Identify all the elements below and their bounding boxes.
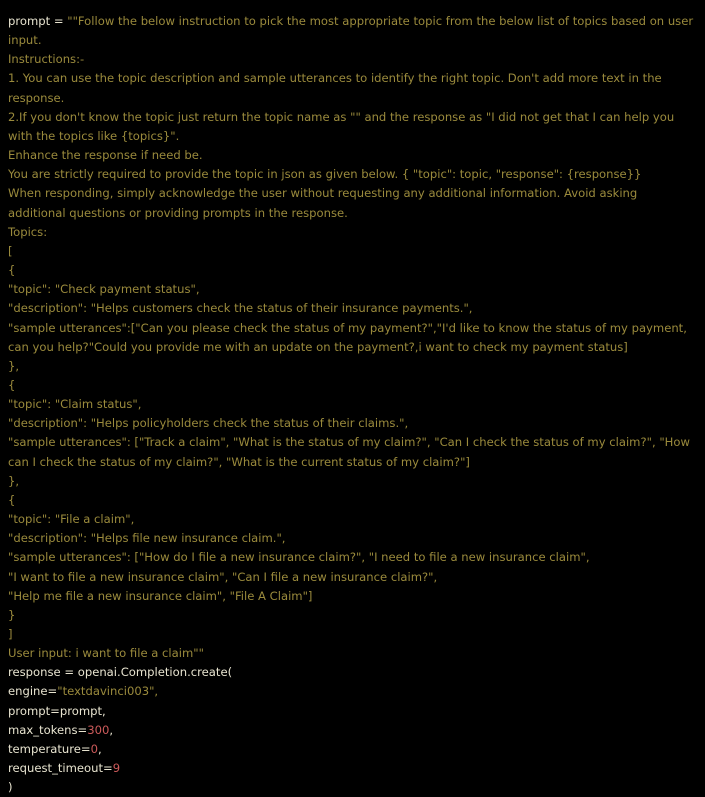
- prompt-string-line: {: [8, 263, 16, 278]
- prompt-string-line: When responding, simply acknowledge the user without requesting any additional information. Avoid asking additional questions or providing prompts in the response.: [8, 186, 641, 220]
- prompt-string-line: Enhance the response if need be.: [8, 148, 203, 163]
- closing-paren: ): [8, 780, 13, 795]
- prompt-string-line: "topic": "File a claim",: [8, 512, 135, 527]
- prompt-string-line: 2.If you don't know the topic just return the topic name as "" and the response as "I did not get that I can help you with the topics like {topics}".: [8, 109, 678, 143]
- prompt-string-line: "I want to file a new insurance claim", "Can I file a new insurance claim?",: [8, 569, 438, 584]
- prompt-string-line: {: [8, 492, 16, 507]
- prompt-string-line: Topics:: [8, 224, 48, 239]
- prompt-string-line: ""Follow the below instruction to pick the most appropriate topic from the below list of topics based on user input.: [8, 14, 697, 48]
- prompt-string-line: "sample utterances": ["Track a claim", "What is the status of my claim?", "Can I check the status of my claim?", "How can I check the status of my claim?", "What is the current status of my claim?"]: [8, 435, 694, 469]
- prompt-variable: prompt: [8, 14, 51, 28]
- prompt-arg-line: prompt=prompt,: [8, 703, 106, 718]
- prompt-string-line: },: [8, 473, 20, 488]
- prompt-string-line: User input: i want to file a claim"": [8, 646, 204, 661]
- timeout-arg-line: [8, 759, 698, 778]
- code-block: [8, 12, 698, 797]
- completion-call-line: response = openai.Completion.create(: [8, 665, 233, 680]
- temperature-value: 0: [90, 741, 98, 756]
- prompt-string-line: }: [8, 607, 16, 622]
- prompt-string-line: "sample utterances": ["How do I file a new insurance claim?", "I need to file a new insurance claim",: [8, 550, 590, 565]
- timeout-value: 9: [112, 761, 121, 776]
- max-tokens-key: max_tokens=: [8, 722, 88, 737]
- prompt-string-line: 1. You can use the topic description and sample utterances to identify the right topic. Don't add more text in the response.: [8, 71, 666, 105]
- prompt-string-line: You are strictly required to provide the topic in json as given below. { "topic": topic, "response": {response}}: [8, 167, 642, 182]
- prompt-string-line: "description": "Helps policyholders check the status of their claims.",: [8, 416, 409, 431]
- temperature-key: temperature=: [8, 741, 91, 756]
- assign-operator: =: [50, 14, 68, 28]
- prompt-string-line: },: [8, 358, 20, 373]
- max-tokens-arg-line: [8, 721, 698, 740]
- temperature-arg-line: [8, 740, 698, 759]
- prompt-string-line: "sample utterances":["Can you please check the status of my payment?","I'd like to know the status of my payment, can you help?"Could you provide me with an update on the payment?,i want to check my payment status]: [8, 320, 691, 354]
- arg-comma: ,: [97, 741, 102, 756]
- prompt-string-line: "Help me file a new insurance claim", "File A Claim"]: [8, 588, 313, 603]
- prompt-string-line: "topic": "Check payment status",: [8, 282, 200, 297]
- arg-comma: ,: [109, 722, 114, 737]
- engine-key: engine=: [8, 684, 58, 699]
- code-line: [8, 12, 698, 50]
- prompt-string-line: Instructions:-: [8, 52, 85, 67]
- max-tokens-value: 300: [87, 722, 110, 737]
- timeout-key: request_timeout=: [8, 761, 113, 776]
- prompt-string-line: "description": "Helps file new insurance claim.",: [8, 531, 286, 546]
- engine-arg-line: [8, 682, 698, 701]
- prompt-string-line: ]: [8, 627, 13, 641]
- prompt-string-line: [: [8, 243, 13, 258]
- engine-value: "textdavinci003",: [57, 684, 159, 699]
- prompt-string-line: "topic": "Claim status",: [8, 397, 142, 412]
- prompt-string-line: {: [8, 377, 16, 392]
- prompt-string-line: "description": "Helps customers check the status of their insurance payments.",: [8, 301, 473, 316]
